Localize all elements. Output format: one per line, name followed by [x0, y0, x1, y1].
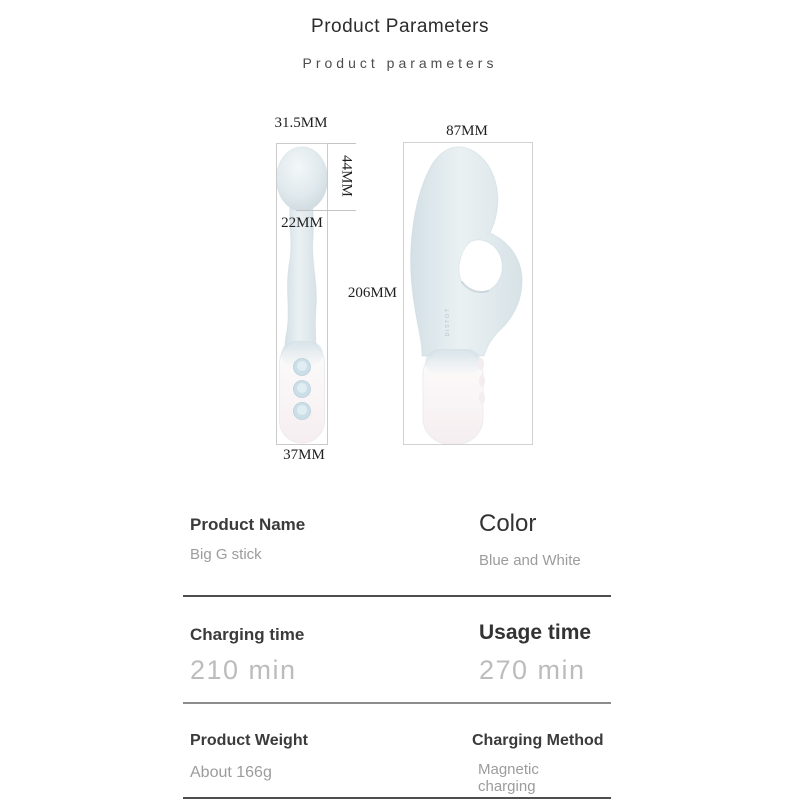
- product-weight-value: About 166g: [190, 764, 272, 781]
- color-label: Color: [479, 510, 537, 537]
- dim-head-height: 44MM: [338, 155, 355, 197]
- dim-rabbit-height: 206MM: [347, 285, 397, 301]
- charging-time-label: Charging time: [190, 625, 305, 644]
- charging-method-label: Charging Method: [472, 732, 604, 749]
- product-name-value: Big G stick: [190, 546, 262, 563]
- usage-time-value: 270 min: [479, 655, 586, 685]
- product-weight-label: Product Weight: [190, 732, 308, 749]
- dim-rabbit-width: 87MM: [446, 123, 488, 139]
- color-value: Blue and White: [479, 552, 581, 569]
- dim-handle-width: 37MM: [283, 447, 325, 463]
- charging-method-value: Magnetic charging: [478, 761, 539, 796]
- brand-text: DISTOT: [445, 307, 451, 337]
- divider-3: [183, 797, 611, 799]
- charging-time-value: 210 min: [190, 655, 297, 685]
- rabbit-measure-box: [403, 142, 533, 445]
- divider-2: [183, 702, 611, 704]
- wand-measure-box: [276, 143, 328, 445]
- dim-neck-width: 22MM: [281, 215, 323, 231]
- page-subtitle: Product parameters: [302, 55, 498, 71]
- page-title: Product Parameters: [311, 16, 489, 37]
- divider-1: [183, 595, 611, 597]
- usage-time-label: Usage time: [479, 621, 592, 644]
- head-height-top-line: [327, 143, 356, 144]
- product-name-label: Product Name: [190, 515, 306, 534]
- dim-head-width: 31.5MM: [274, 115, 328, 131]
- head-height-bottom-line: [296, 210, 356, 211]
